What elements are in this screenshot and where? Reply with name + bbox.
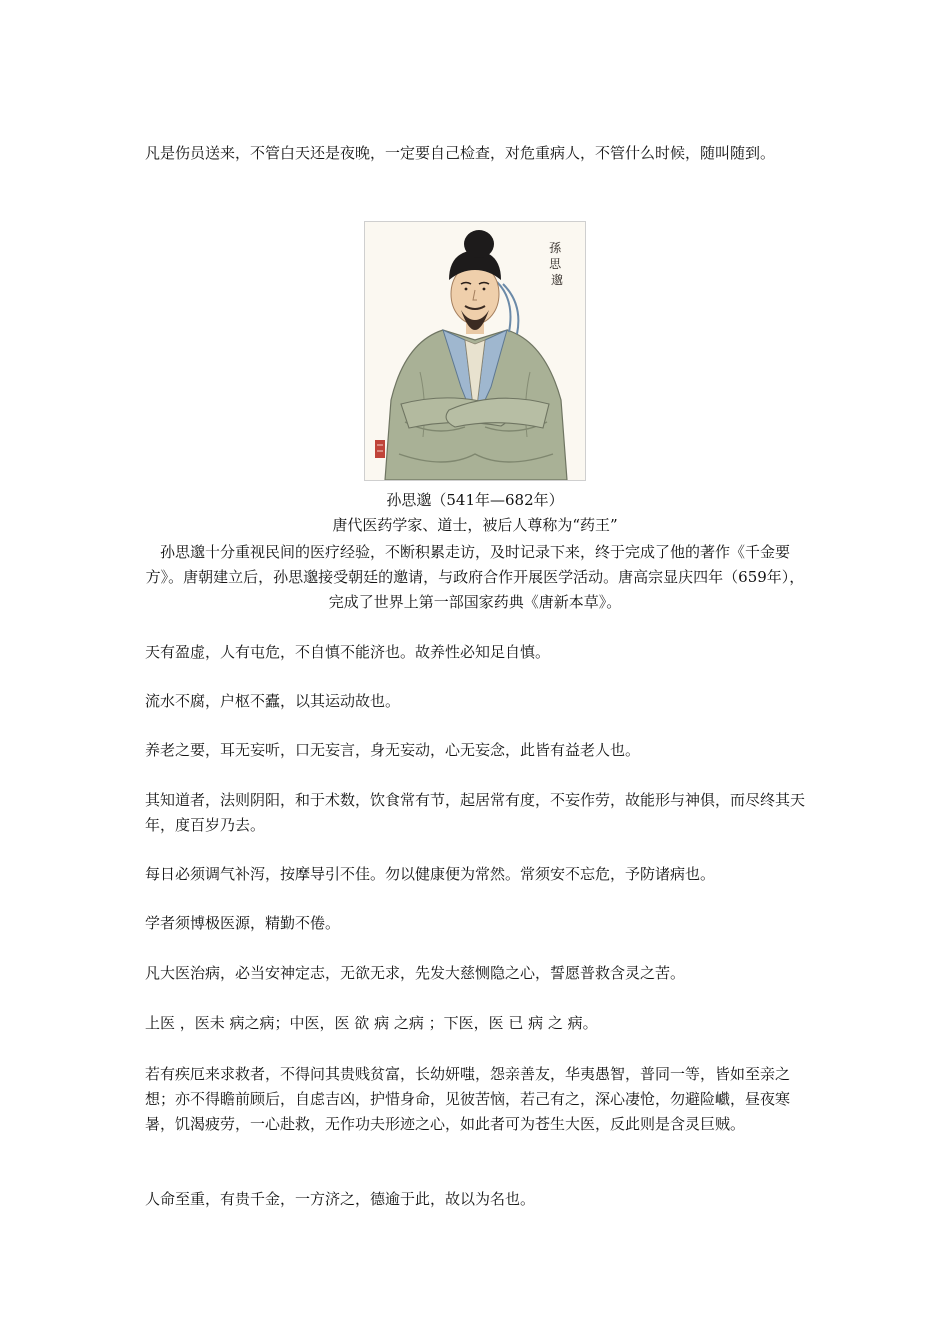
quote-paragraph: 每日必须调气补泻，按摩导引不佳。勿以健康便为常然。常须安不忘危，予防诸病也。: [145, 865, 716, 883]
quote-paragraph: 其知道者，法则阴阳，和于术数，饮食常有节，起居常有度，不妄作劳，故能形与神俱，而尽终其天年，度百岁乃去。: [145, 791, 806, 834]
quote-paragraph: 学者须博极医源，精勤不倦。: [145, 914, 341, 932]
quote-paragraph: 凡大医治病，必当安神定志，无欲无求，先发大慈恻隐之心，誓愿普救含灵之苦。: [145, 964, 686, 982]
caption-name-dates: 孙思邈（541年—682年）: [386, 491, 564, 509]
quote-paragraph: 天有盈虚，人有屯危，不自慎不能济也。故养性必知足自慎。: [145, 643, 551, 661]
quote-paragraph: 流水不腐，户枢不蠹，以其运动故也。: [145, 692, 401, 710]
intro-paragraph: 凡是伤员送来，不管白天还是夜晚，一定要自己检查，对危重病人，不管什么时候，随叫随到。: [145, 144, 776, 162]
quote-paragraph: 上医 ，医未 病之病；中医，医 欲 病 之病 ；下医，医 已 病 之 病。: [145, 1014, 598, 1032]
caption-bio: 孙思邈十分重视民间的医疗经验，不断积累走访，及时记录下来，终于完成了他的著作《千金要方》。唐朝建立后，孙思邈接受朝廷的邀请，与政府合作开展医学活动。唐高宗显庆四年（659年），完成了世界上第一部国家药典《唐新本草》。: [145, 543, 805, 611]
sun-simiao-portrait: [364, 221, 586, 481]
quote-paragraph: 人命至重，有贵千金，一方济之，德逾于此，故以为名也。: [145, 1190, 536, 1208]
portrait-calligraphy: 孫 思 邈: [549, 241, 564, 287]
quote-paragraph: 养老之要，耳无妄听，口无妄言，身无妄动，心无妄念，此皆有益老人也。: [145, 741, 641, 759]
quote-paragraph: 若有疾厄来求救者，不得问其贵贱贫富，长幼妍嗤，怨亲善友，华夷愚智，普同一等，皆如至亲之想；亦不得瞻前顾后，自虑吉凶，护惜身命，见彼苦恼，若己有之，深心凄怆，勿避险巇，昼夜寒暑，饥渴疲劳，一心赴救，无作功夫形迹之心，如此者可为苍生大医，反此则是含灵巨贼。: [145, 1065, 791, 1133]
caption-title: 唐代医药学家、道士，被后人尊称为“药王”: [332, 516, 618, 534]
